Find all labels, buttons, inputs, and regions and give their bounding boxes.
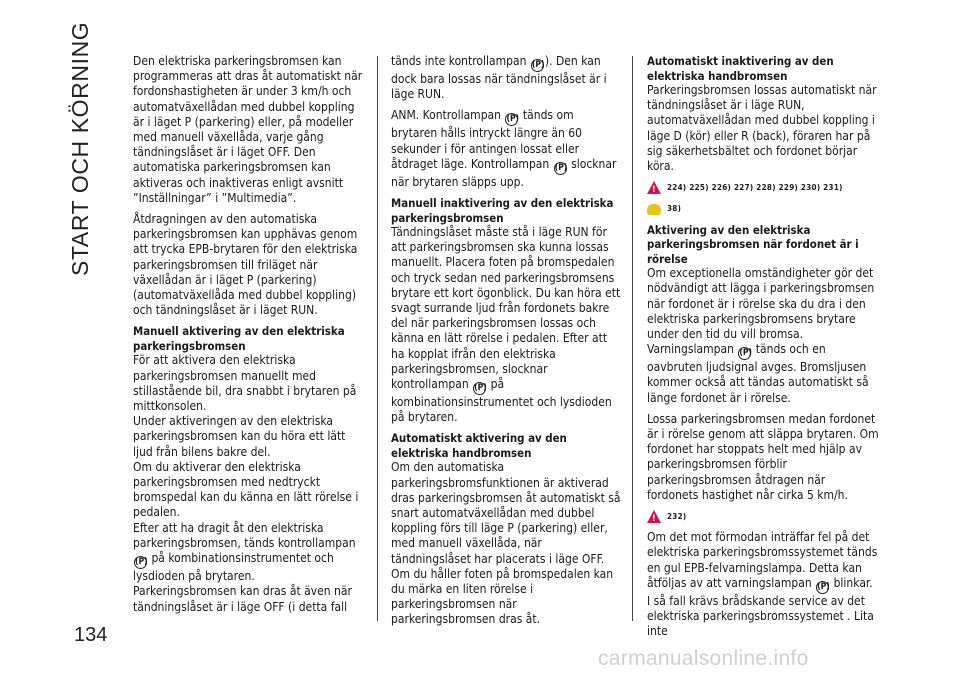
paragraph bbox=[391, 108, 623, 190]
section-heading: Manuell inaktivering av den elektriska parkeringsbromsen bbox=[391, 196, 614, 225]
paragraph bbox=[647, 266, 879, 406]
reference-numbers: 38) bbox=[667, 204, 682, 214]
paragraph bbox=[133, 521, 365, 585]
reference-numbers: 232) bbox=[667, 511, 687, 521]
paragraph: Den elektriska parkeringsbromsen kan programmeras att dras åt automatiskt när fordonshastigheten är under 3 km/h och automatväxellådan med dubbel koppling är i läget P (parkering) eller, på modeller med manuell växellåda, varje gång tändningslåset är i läget OFF. Den automatiska parkeringsbromsen kan aktiveras och inaktiveras enligt avsnitt ”Inställningar” i ”Multimedia”. bbox=[133, 54, 363, 205]
parking-brake-icon: (P) bbox=[474, 383, 487, 394]
paragraph: Åtdragningen av den automatiska parkeringsbromsen kan upphävas genom att trycka EPB-brytaren för den elektriska parkeringsbromsen till friläget när växellådan är i läget P (parkering) (automatväxellåda med dubbel koppling) och tändningslåset är i läget RUN. bbox=[133, 212, 358, 318]
paragraph: Parkeringsbromsen lossas automatiskt när tändningslåset är i läge RUN, automatväxellådan med dubbel koppling i läge D (kör) eller R (back), föraren har på sig säkerhetsbältet och fordonet börjar köra. bbox=[647, 83, 877, 174]
chapter-title: START OCH KÖRNING bbox=[67, 21, 93, 276]
watermark: carmanualsonline.info bbox=[598, 647, 809, 670]
reference-numbers: 224) 225) 226) 227) 228) 229) 230) 231) bbox=[667, 183, 843, 193]
text-fragment: Om det mot förmodan inträffar fel på det elektriska parkeringsbromssystemet tänds en gul EPB-felvarningslampa. Detta kan åtföljas av att varningslampan bbox=[647, 530, 878, 590]
text-fragment: på kombinationsinstrumentet och lysdioden på brytaren. bbox=[391, 377, 612, 425]
column-divider bbox=[632, 56, 633, 621]
column-divider bbox=[377, 56, 378, 621]
parking-brake-icon: (P) bbox=[739, 348, 752, 359]
parking-brake-icon: (P) bbox=[135, 557, 148, 568]
parking-brake-icon: (P) bbox=[531, 60, 545, 70]
text-fragment: Efter att ha dragit åt den elektriska parkeringsbromsen, tänds kontrollampan bbox=[133, 520, 356, 550]
section-heading: Manuell aktivering av den elektriska parkeringsbromsen bbox=[133, 324, 345, 353]
text-fragment: Om exceptionella omständigheter gör det nödvändigt att lägga i parkeringsbromsen när fordonet är i rörelse ska du dra i den elektriska parkeringsbromsens brytare under den tid du vill bromsa. Varningslampan bbox=[647, 266, 875, 357]
paragraph: Lossa parkeringsbromsen medan fordonet är i rörelse genom att släppa brytaren. Om fordonet har stoppats helt med hjälp av parkeringsbromsen förblir parkeringsbromsen åtdragen när fordonets hastighet når cirka 5 km/h. bbox=[647, 411, 879, 502]
text-fragment: tänds om brytaren hålls intryckt längre än 60 sekunder i för antingen lossat eller åtdraget läge. Kontrollampan bbox=[391, 108, 583, 171]
warning-triangle-icon bbox=[647, 181, 661, 194]
text-fragment: blinkar. I så fall krävs brådskande service av det elektriska parkeringsbromssystemet . Lita inte bbox=[647, 575, 874, 639]
text-fragment: slocknar när brytaren släpps upp. bbox=[391, 156, 617, 189]
parking-brake-icon: (P) bbox=[817, 581, 830, 592]
paragraph: Om den automatiska parkeringsbromsfunktionen är aktiverad dras parkeringsbromsen åt automatiskt så snart automatväxellådan med dubbel koppling förs till läge P (parkering) eller, med manuell växellåda, när tändningslåset har placerats i läge OFF. Om du håller foten på bromspedalen kan du märka en liten rörelse i parkeringsbromsen när parkeringsbromsen dras åt. bbox=[391, 460, 621, 627]
text-fragment: ANM. Kontrollampan bbox=[391, 108, 502, 123]
hand-note-icon bbox=[647, 204, 661, 215]
warning-triangle-icon bbox=[647, 510, 661, 523]
section-heading: Automatiskt aktivering av den elektriska handbromsen bbox=[391, 431, 567, 460]
text-column-3 bbox=[647, 54, 879, 645]
paragraph: För att aktivera den elektriska parkeringsbromsen manuellt med stillastående bil, dra snabbt i brytaren på mittkonsolen. bbox=[133, 353, 357, 414]
text-fragment: tänds och en oavbruten ljudsignal avges. Bromsljusen kommer också att tändas automatiskt så länge fordonet är i rörelse. bbox=[647, 342, 869, 405]
paragraph bbox=[647, 530, 879, 639]
page-number: 134 bbox=[74, 624, 108, 646]
paragraph: Under aktiveringen av den elektriska parkeringsbromsen kan du höra ett lätt ljud från bilens bakre del. bbox=[133, 414, 346, 459]
section-heading: Aktivering av den elektriska parkeringsbromsen när fordonet är i rörelse bbox=[647, 222, 859, 266]
text-fragment: Tändningslåset måste stå i läge RUN för att parkeringsbromsen ska kunna lossas manuellt. Placera foten på bromspedalen och tryck sedan ned parkeringsbromsens brytare ett kort ögonblick. Du kan höra ett svagt surrande ljud från fordonets bakre del när parkeringsbromsen lossas och känna en lätt rörelse i pedalen. Efter att ha kopplat ifrån den elektriska parkeringsbromsen, slocknar kontrollampan bbox=[391, 225, 621, 392]
warning-references bbox=[647, 509, 879, 524]
paragraph: Parkeringsbromsen kan dras åt även när tändningslåset är i läge OFF (i detta fall bbox=[133, 584, 352, 614]
paragraph: Om du aktiverar den elektriska parkeringsbromsen med nedtryckt bromspedal kan du känna en lätt rörelse i pedalen. bbox=[133, 459, 359, 520]
paragraph bbox=[391, 225, 623, 425]
paragraph bbox=[391, 54, 623, 102]
note-references bbox=[647, 201, 879, 216]
text-column-1 bbox=[133, 54, 365, 621]
section-heading: Automatiskt inaktivering av den elektriska handbromsen bbox=[647, 54, 834, 83]
parking-brake-icon: (P) bbox=[506, 114, 520, 125]
text-fragment: på kombinationsinstrumentet och lysdioden på brytaren. bbox=[133, 551, 334, 584]
text-fragment: tänds inte kontrollampan bbox=[391, 54, 527, 68]
text-column-2 bbox=[391, 54, 623, 634]
warning-references bbox=[647, 180, 879, 195]
text-fragment: ). Den kan dock bara lossas när tändningslåset är i läge RUN. bbox=[391, 54, 607, 102]
parking-brake-icon: (P) bbox=[554, 162, 568, 173]
